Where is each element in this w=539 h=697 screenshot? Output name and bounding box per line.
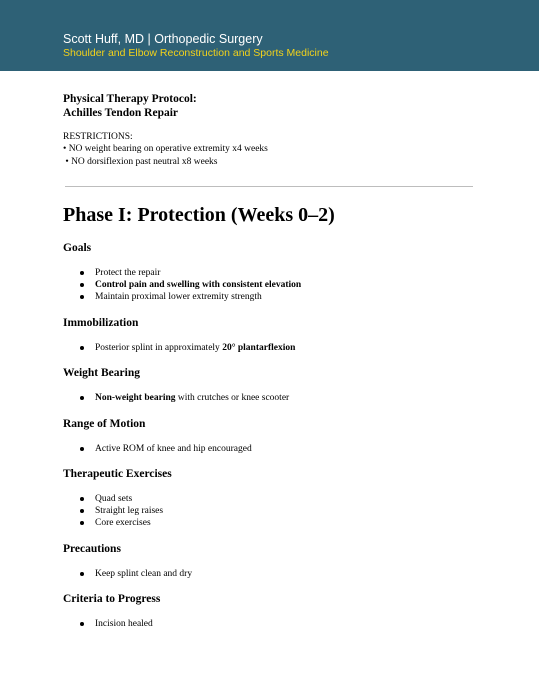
document-title-line-1: Physical Therapy Protocol: [63, 93, 197, 105]
restriction-item: • NO dorsiflexion past neutral x8 weeks [63, 156, 218, 167]
section-heading: Range of Motion [63, 418, 146, 430]
restrictions-block [63, 131, 268, 168]
bullet-icon [80, 447, 84, 451]
section-heading: Weight Bearing [63, 367, 140, 379]
list-item: Non-weight bearing with crutches or knee scooter [63, 392, 483, 404]
section-immobilization [63, 316, 483, 354]
phase-title: Phase I: Protection (Weeks 0–2) [63, 204, 335, 226]
bullet-icon [80, 521, 84, 525]
list-item: Protect the repair [63, 267, 483, 279]
section-weight-bearing [63, 366, 483, 404]
section-criteria-to-progress [63, 592, 483, 630]
weight-bearing-list [63, 392, 483, 404]
restrictions-label: RESTRICTIONS: [63, 132, 133, 142]
bullet-icon [80, 509, 84, 513]
range-of-motion-list [63, 443, 483, 455]
list-item: Incision healed [63, 618, 483, 630]
bullet-icon [80, 572, 84, 576]
list-item: Keep splint clean and dry [63, 568, 483, 580]
header-title: Scott Huff, MD | Orthopedic Surgery [63, 32, 263, 46]
section-therapeutic-exercises [63, 467, 483, 530]
document-title-line-2: Achilles Tendon Repair [63, 107, 179, 119]
goals-list [63, 267, 483, 304]
section-goals [63, 241, 483, 304]
section-range-of-motion [63, 417, 483, 455]
immobilization-list [63, 342, 483, 354]
precautions-list [63, 568, 483, 580]
divider [65, 186, 473, 187]
bullet-icon [80, 283, 84, 287]
list-item: Straight leg raises [63, 505, 483, 517]
section-heading: Criteria to Progress [63, 593, 161, 605]
document-title [63, 92, 197, 120]
restriction-item: • NO weight bearing on operative extremity x4 weeks [63, 144, 268, 155]
list-item: Control pain and swelling with consistent elevation [63, 279, 483, 291]
section-heading: Immobilization [63, 317, 139, 329]
bullet-icon [80, 295, 84, 299]
header-subtitle: Shoulder and Elbow Reconstruction and Sports Medicine [63, 47, 329, 59]
section-heading: Goals [63, 242, 92, 254]
list-item: Maintain proximal lower extremity strength [63, 291, 483, 303]
therapeutic-exercises-list [63, 493, 483, 530]
section-heading: Therapeutic Exercises [63, 468, 172, 480]
bullet-icon [80, 271, 84, 275]
bullet-icon [80, 346, 84, 350]
page-header [0, 0, 539, 71]
list-item: Core exercises [63, 517, 483, 529]
bullet-icon [80, 396, 84, 400]
section-heading: Precautions [63, 543, 121, 555]
list-item: Quad sets [63, 493, 483, 505]
list-item: Posterior splint in approximately 20° plantarflexion [63, 342, 483, 354]
section-precautions [63, 542, 483, 580]
list-item: Active ROM of knee and hip encouraged [63, 443, 483, 455]
bullet-icon [80, 622, 84, 626]
bullet-icon [80, 497, 84, 501]
criteria-list [63, 618, 483, 630]
